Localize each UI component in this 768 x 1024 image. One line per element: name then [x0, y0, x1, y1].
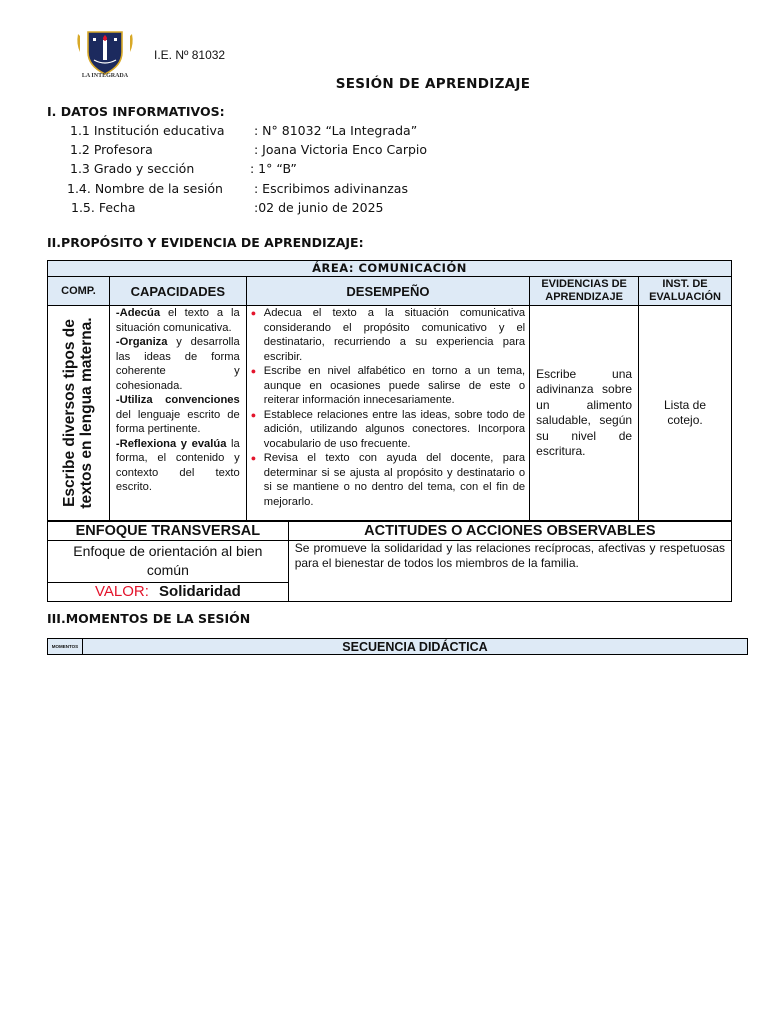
col-momentos: MOMENTOS [48, 639, 83, 655]
purpose-table [47, 260, 732, 521]
desempeno-item: ● Escribe en nivel alfabético en torno a un tema, aunque en ocasiones puede salirse de este o reiterar información innecesariamente. [264, 364, 525, 408]
info-label: 1.3 Grado y sección [70, 161, 195, 176]
capacidades-cell [109, 306, 246, 521]
info-value: : Escribimos adivinanzas [254, 181, 408, 196]
info-label: 1.2 Profesora [70, 142, 153, 157]
logo-caption: LA INTEGRADA [81, 73, 129, 79]
col-desempeno: DESEMPEÑO [246, 277, 529, 306]
page-title: SESIÓN DE APRENDIZAJE [335, 76, 531, 92]
info-label: 1.5. Fecha [71, 200, 136, 215]
instrumento-cell [639, 306, 732, 521]
desempeno-cell [246, 306, 529, 521]
info-value: : N° 81032 “La Integrada” [254, 123, 418, 138]
evidencia-text: Escribe una adivinanza sobre un alimento saludable, según su nivel de escritura. [536, 366, 633, 458]
competencia-text: Escribe diversos tipos de textos en lengua materna. [61, 317, 96, 509]
valor-value: Solidaridad [159, 583, 241, 600]
desempeno-item: ● Establece relaciones entre las ideas, sobre todo de adición, utilizando algunos conectores. Incorpora vocabulario de uso frecuente. [264, 408, 525, 452]
valor-label: VALOR: [94, 583, 149, 600]
evidencia-cell [530, 306, 639, 521]
capacidad-item: -Organiza y desarrolla las ideas de forma coherente y cohesionada. [115, 336, 240, 392]
section-heading-proposito: II.PROPÓSITO Y EVIDENCIA DE APRENDIZAJE: [47, 235, 364, 250]
col-secuencia: SECUENCIA DIDÁCTICA [82, 639, 747, 655]
col-comp: COMP. [48, 277, 110, 306]
area-header: ÁREA: COMUNICACIÓN [48, 261, 732, 277]
valor-cell [48, 583, 289, 602]
section-heading-datos: I. DATOS INFORMATIVOS: [47, 104, 225, 119]
instrumento-text: Lista de cotejo. [664, 397, 707, 427]
enfoque-table [47, 521, 732, 602]
info-value: :02 de junio de 2025 [254, 200, 384, 215]
col-instrumento: INST. DE EVALUACIÓN [639, 277, 732, 306]
competencia-cell [48, 306, 110, 521]
section-heading-momentos: III.MOMENTOS DE LA SESIÓN [47, 611, 251, 626]
capacidad-item: -Adecúa el texto a la situación comunicativa. [115, 307, 240, 334]
momentos-table [47, 638, 748, 655]
col-capacidades: CAPACIDADES [109, 277, 246, 306]
actitudes-cell: Se promueve la solidaridad y las relaciones recíprocas, afectivas y respetuosas para el bienestar de todos los miembros de la familia. [288, 541, 731, 602]
enfoque-cell: Enfoque de orientación al bien común [48, 541, 289, 583]
desempeno-item: ● Revisa el texto con ayuda del docente, para determinar si se ajusta al propósito y destinatario o si se mantiene o no dentro del tema, con el fin de mejorarlo. [264, 451, 525, 509]
col-evidencias: EVIDENCIAS DE APRENDIZAJE [530, 277, 639, 306]
desempeno-item: ● Adecua el texto a la situación comunicativa considerando el propósito comunicativo y el destinatario, recurriendo a su experiencia para escribir. [264, 306, 525, 364]
enfoque-header: ENFOQUE TRANSVERSAL [48, 522, 289, 541]
info-value: : Joana Victoria Enco Carpio [254, 142, 428, 157]
capacidad-item: -Utiliza convenciones del lenguaje escrito de forma pertinente. [115, 394, 240, 435]
capacidad-item: -Reflexiona y evalúa la forma, el contenido y contexto del texto escrito. [115, 437, 240, 493]
info-label: 1.4. Nombre de la sesión [67, 181, 223, 196]
info-label: 1.1 Institución educativa [70, 123, 225, 138]
desempeno-list [247, 306, 529, 509]
actitudes-header: ACTITUDES O ACCIONES OBSERVABLES [288, 522, 731, 541]
school-code: I.E. Nº 81032 [154, 48, 226, 62]
info-value: : 1° “B” [250, 161, 297, 176]
